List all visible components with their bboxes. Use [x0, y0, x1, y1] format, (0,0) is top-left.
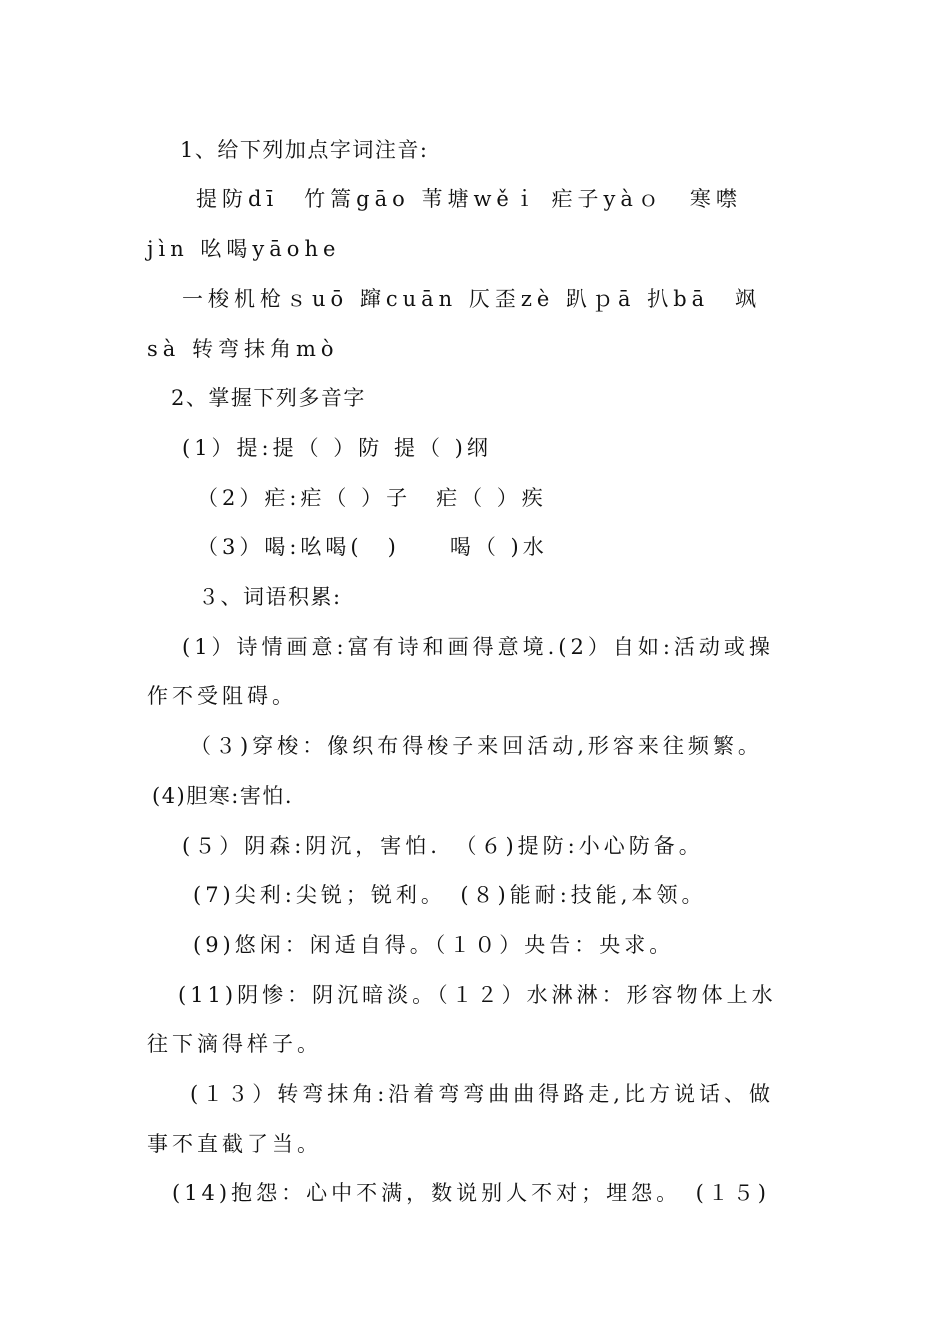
q1-pinyin-line-1: 提防dī 竹篙gāo 苇塘wěｉ 疟子yàｏ 寒噤 — [196, 187, 742, 211]
q3-item-3: （３)穿梭：像织布得梭子来回活动,形容来往频繁。 — [190, 734, 763, 758]
q1-pinyin-line-4: sà 转弯抹角mò — [147, 337, 339, 361]
q2-heading: 2、掌握下列多音字 — [171, 386, 366, 410]
q3-item-7-8: (7)尖利:尖锐；锐利。 (８)能耐:技能,本领。 — [193, 883, 707, 907]
q1-heading: 1、给下列加点字词注音: — [180, 138, 429, 162]
q3-item-1-2: (1）诗情画意:富有诗和画得意境.(2）自如:活动或操 — [182, 635, 774, 659]
q3-item-11-12: (11)阴惨：阴沉暗淡。（１２）水淋淋：形容物体上水 — [178, 983, 777, 1007]
q2-item-3: （3）喝:吆喝( ) 喝（ )水 — [197, 535, 548, 559]
q3-item-13-cont: 事不直截了当。 — [147, 1132, 322, 1156]
q3-item-4: (4)胆寒:害怕. — [152, 784, 293, 808]
q3-item-14-15: (14)抱怨：心中不满，数说别人不对；埋怨。 (１５) — [172, 1181, 770, 1205]
q3-item-12-cont: 往下滴得样子。 — [147, 1032, 322, 1056]
q3-item-13: (１３）转弯抹角:沿着弯弯曲曲得路走,比方说话、做 — [190, 1082, 774, 1106]
q2-item-2: （2）疟:疟（ ）子 疟（ ）疾 — [197, 486, 547, 510]
q2-item-1: (1）提:提（ ）防 提（ )纲 — [182, 436, 492, 460]
q3-heading: ３、词语积累: — [198, 585, 342, 609]
q3-item-2-cont: 作不受阻碍。 — [147, 684, 297, 708]
q1-pinyin-line-3: 一梭机枪ｓuō 蹿cuān 仄歪zè 趴ｐā 扒bā 飒 — [182, 287, 762, 311]
q3-item-9-10: (9)悠闲：闲适自得。（１０）央告：央求。 — [193, 933, 675, 957]
q3-item-5-6: (５）阴森:阴沉，害怕. （６)提防:小心防备。 — [182, 834, 704, 858]
q1-pinyin-line-2: jìn 吆喝yāohe — [147, 237, 341, 261]
